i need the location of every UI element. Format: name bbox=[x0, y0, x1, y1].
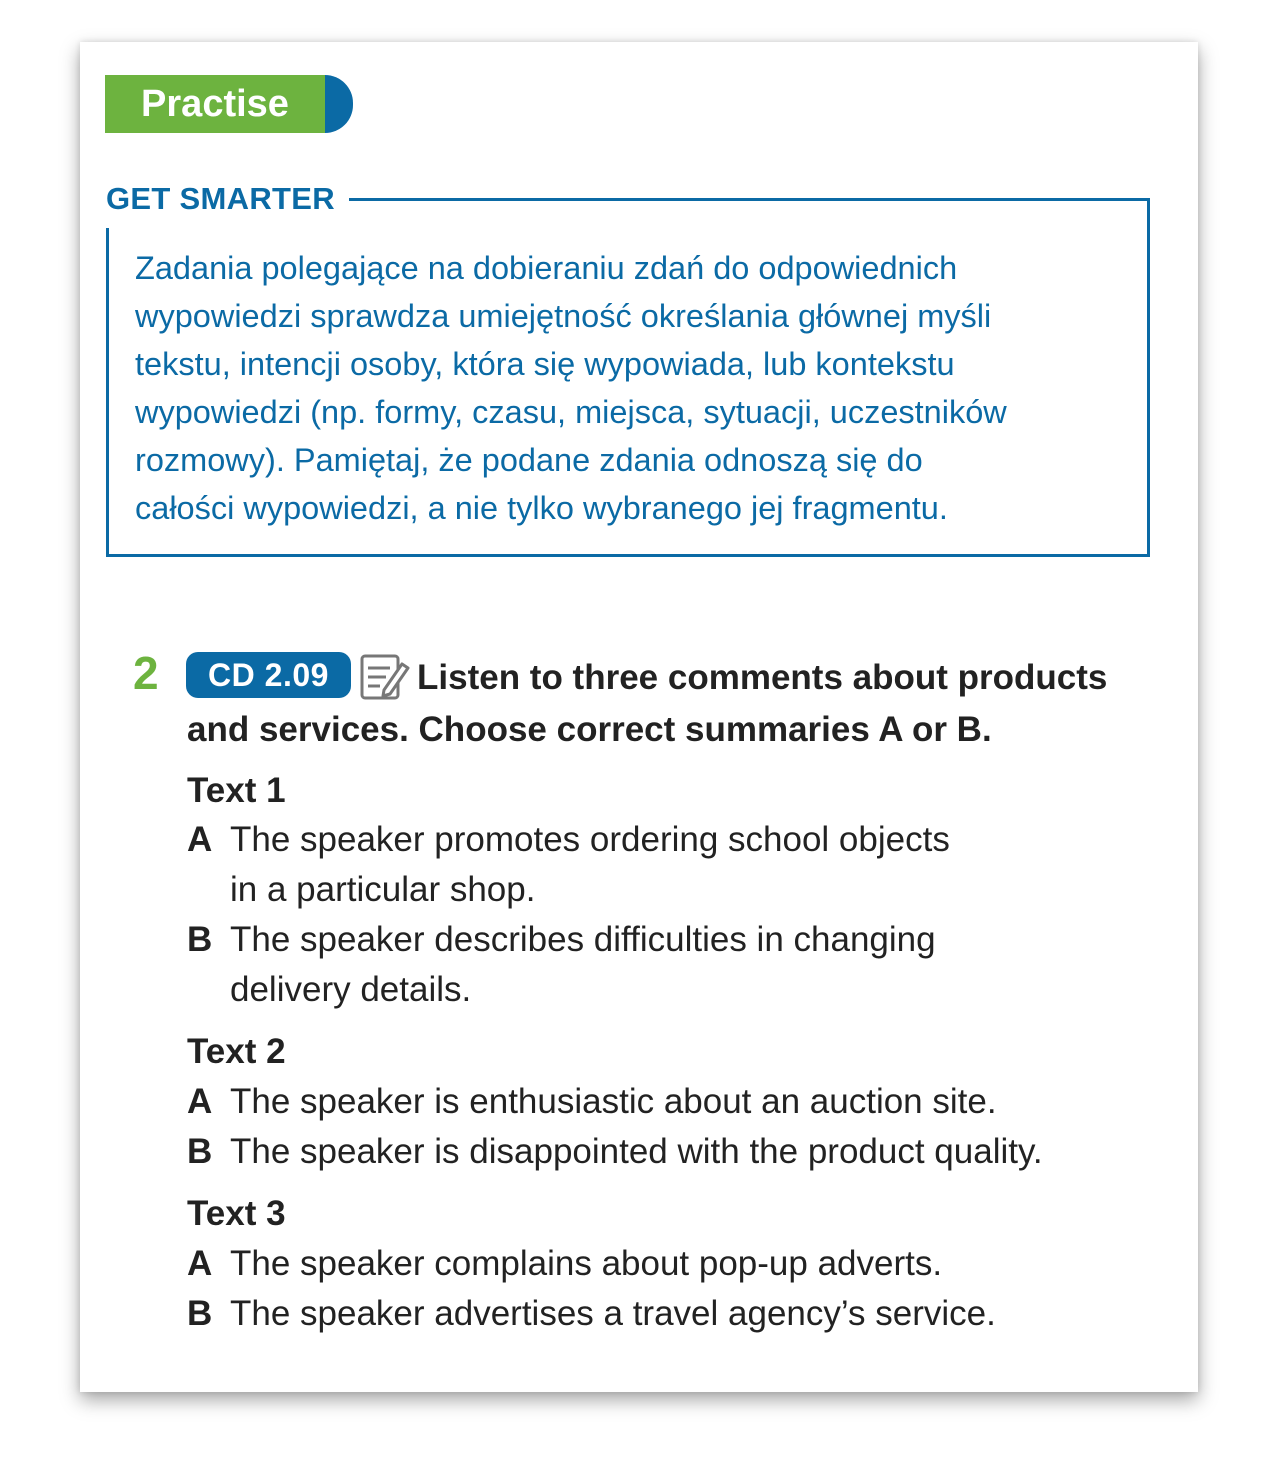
exercise-instruction bbox=[187, 652, 1167, 756]
option-line: The speaker advertises a travel agency’s service. bbox=[230, 1294, 996, 1333]
text-1-option-b bbox=[187, 915, 1167, 1015]
option-line: in a particular shop. bbox=[230, 870, 536, 909]
get-smarter-title: GET SMARTER bbox=[106, 181, 349, 217]
get-smarter-line: wypowiedzi sprawdza umiejętność określania głównej myśli bbox=[135, 298, 992, 334]
option-letter: A bbox=[187, 1244, 213, 1283]
text-2-option-b bbox=[187, 1127, 1167, 1177]
option-letter: A bbox=[187, 820, 213, 859]
get-smarter-text bbox=[135, 244, 1135, 532]
option-line: The speaker is disappointed with the product quality. bbox=[230, 1132, 1043, 1171]
get-smarter-line: tekstu, intencji osoby, która się wypowiada, lub kontekstu bbox=[135, 346, 955, 382]
option-letter: B bbox=[187, 1294, 213, 1333]
cd-track-button[interactable]: CD 2.09 bbox=[186, 652, 351, 698]
text-3-option-a bbox=[187, 1239, 1167, 1289]
practise-badge-cap bbox=[325, 75, 353, 133]
get-smarter-line: wypowiedzi (np. formy, czasu, miejsca, sytuacji, uczestników bbox=[135, 394, 1007, 430]
instruction-line-2: and services. Choose correct summaries A or B. bbox=[187, 710, 992, 749]
exercise-number: 2 bbox=[133, 647, 159, 699]
option-letter: B bbox=[187, 920, 213, 959]
practise-label: Practise bbox=[105, 75, 325, 133]
option-line: The speaker describes difficulties in changing bbox=[230, 920, 936, 959]
get-smarter-line: Zadania polegające na dobieraniu zdań do odpowiednich bbox=[135, 250, 958, 286]
text-1-option-a bbox=[187, 815, 1167, 915]
option-letter: B bbox=[187, 1132, 213, 1171]
option-line: The speaker complains about pop-up adverts. bbox=[230, 1244, 943, 1283]
option-line: The speaker promotes ordering school objects bbox=[230, 820, 950, 859]
text-2-title: Text 2 bbox=[187, 1032, 286, 1071]
option-letter: A bbox=[187, 1082, 213, 1121]
instruction-line-1: Listen to three comments about products bbox=[417, 658, 1108, 697]
option-line: The speaker is enthusiastic about an auction site. bbox=[230, 1082, 997, 1121]
get-smarter-line: całości wypowiedzi, a nie tylko wybranego jej fragmentu. bbox=[135, 490, 948, 526]
text-3-title: Text 3 bbox=[187, 1194, 286, 1233]
get-smarter-line: rozmowy). Pamiętaj, że podane zdania odnoszą się do bbox=[135, 442, 923, 478]
text-3-option-b bbox=[187, 1289, 1167, 1339]
text-1-title: Text 1 bbox=[187, 771, 286, 810]
option-line: delivery details. bbox=[230, 970, 472, 1009]
practise-badge bbox=[105, 75, 353, 133]
text-2-option-a bbox=[187, 1077, 1167, 1127]
